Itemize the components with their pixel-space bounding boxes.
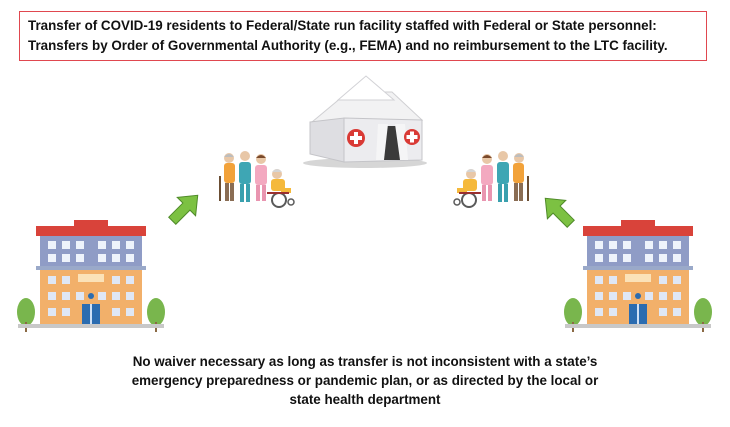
left-arrow-icon — [163, 186, 207, 230]
right-building-icon — [564, 220, 712, 332]
right-arrow-icon — [536, 189, 580, 233]
header-line-2: Transfers by Order of Governmental Authority (e.g., FEMA) and no reimbursement to the LTC facility. — [28, 38, 668, 53]
caption-line-3: state health department — [289, 392, 441, 407]
caption-line-2: emergency preparedness or pandemic plan, or as directed by the local or — [131, 373, 599, 388]
caption — [110, 352, 620, 409]
header-line-1: Transfer of COVID-19 residents to Federal/State run facility staffed with Federal or State personnel: — [28, 18, 657, 33]
left-building-icon — [17, 220, 165, 332]
right-people-group-icon — [454, 151, 529, 207]
medical-tent-icon — [303, 76, 427, 168]
caption-line-1: No waiver necessary as long as transfer is not inconsistent with a state’s — [132, 354, 598, 369]
left-people-group-icon — [219, 151, 294, 207]
